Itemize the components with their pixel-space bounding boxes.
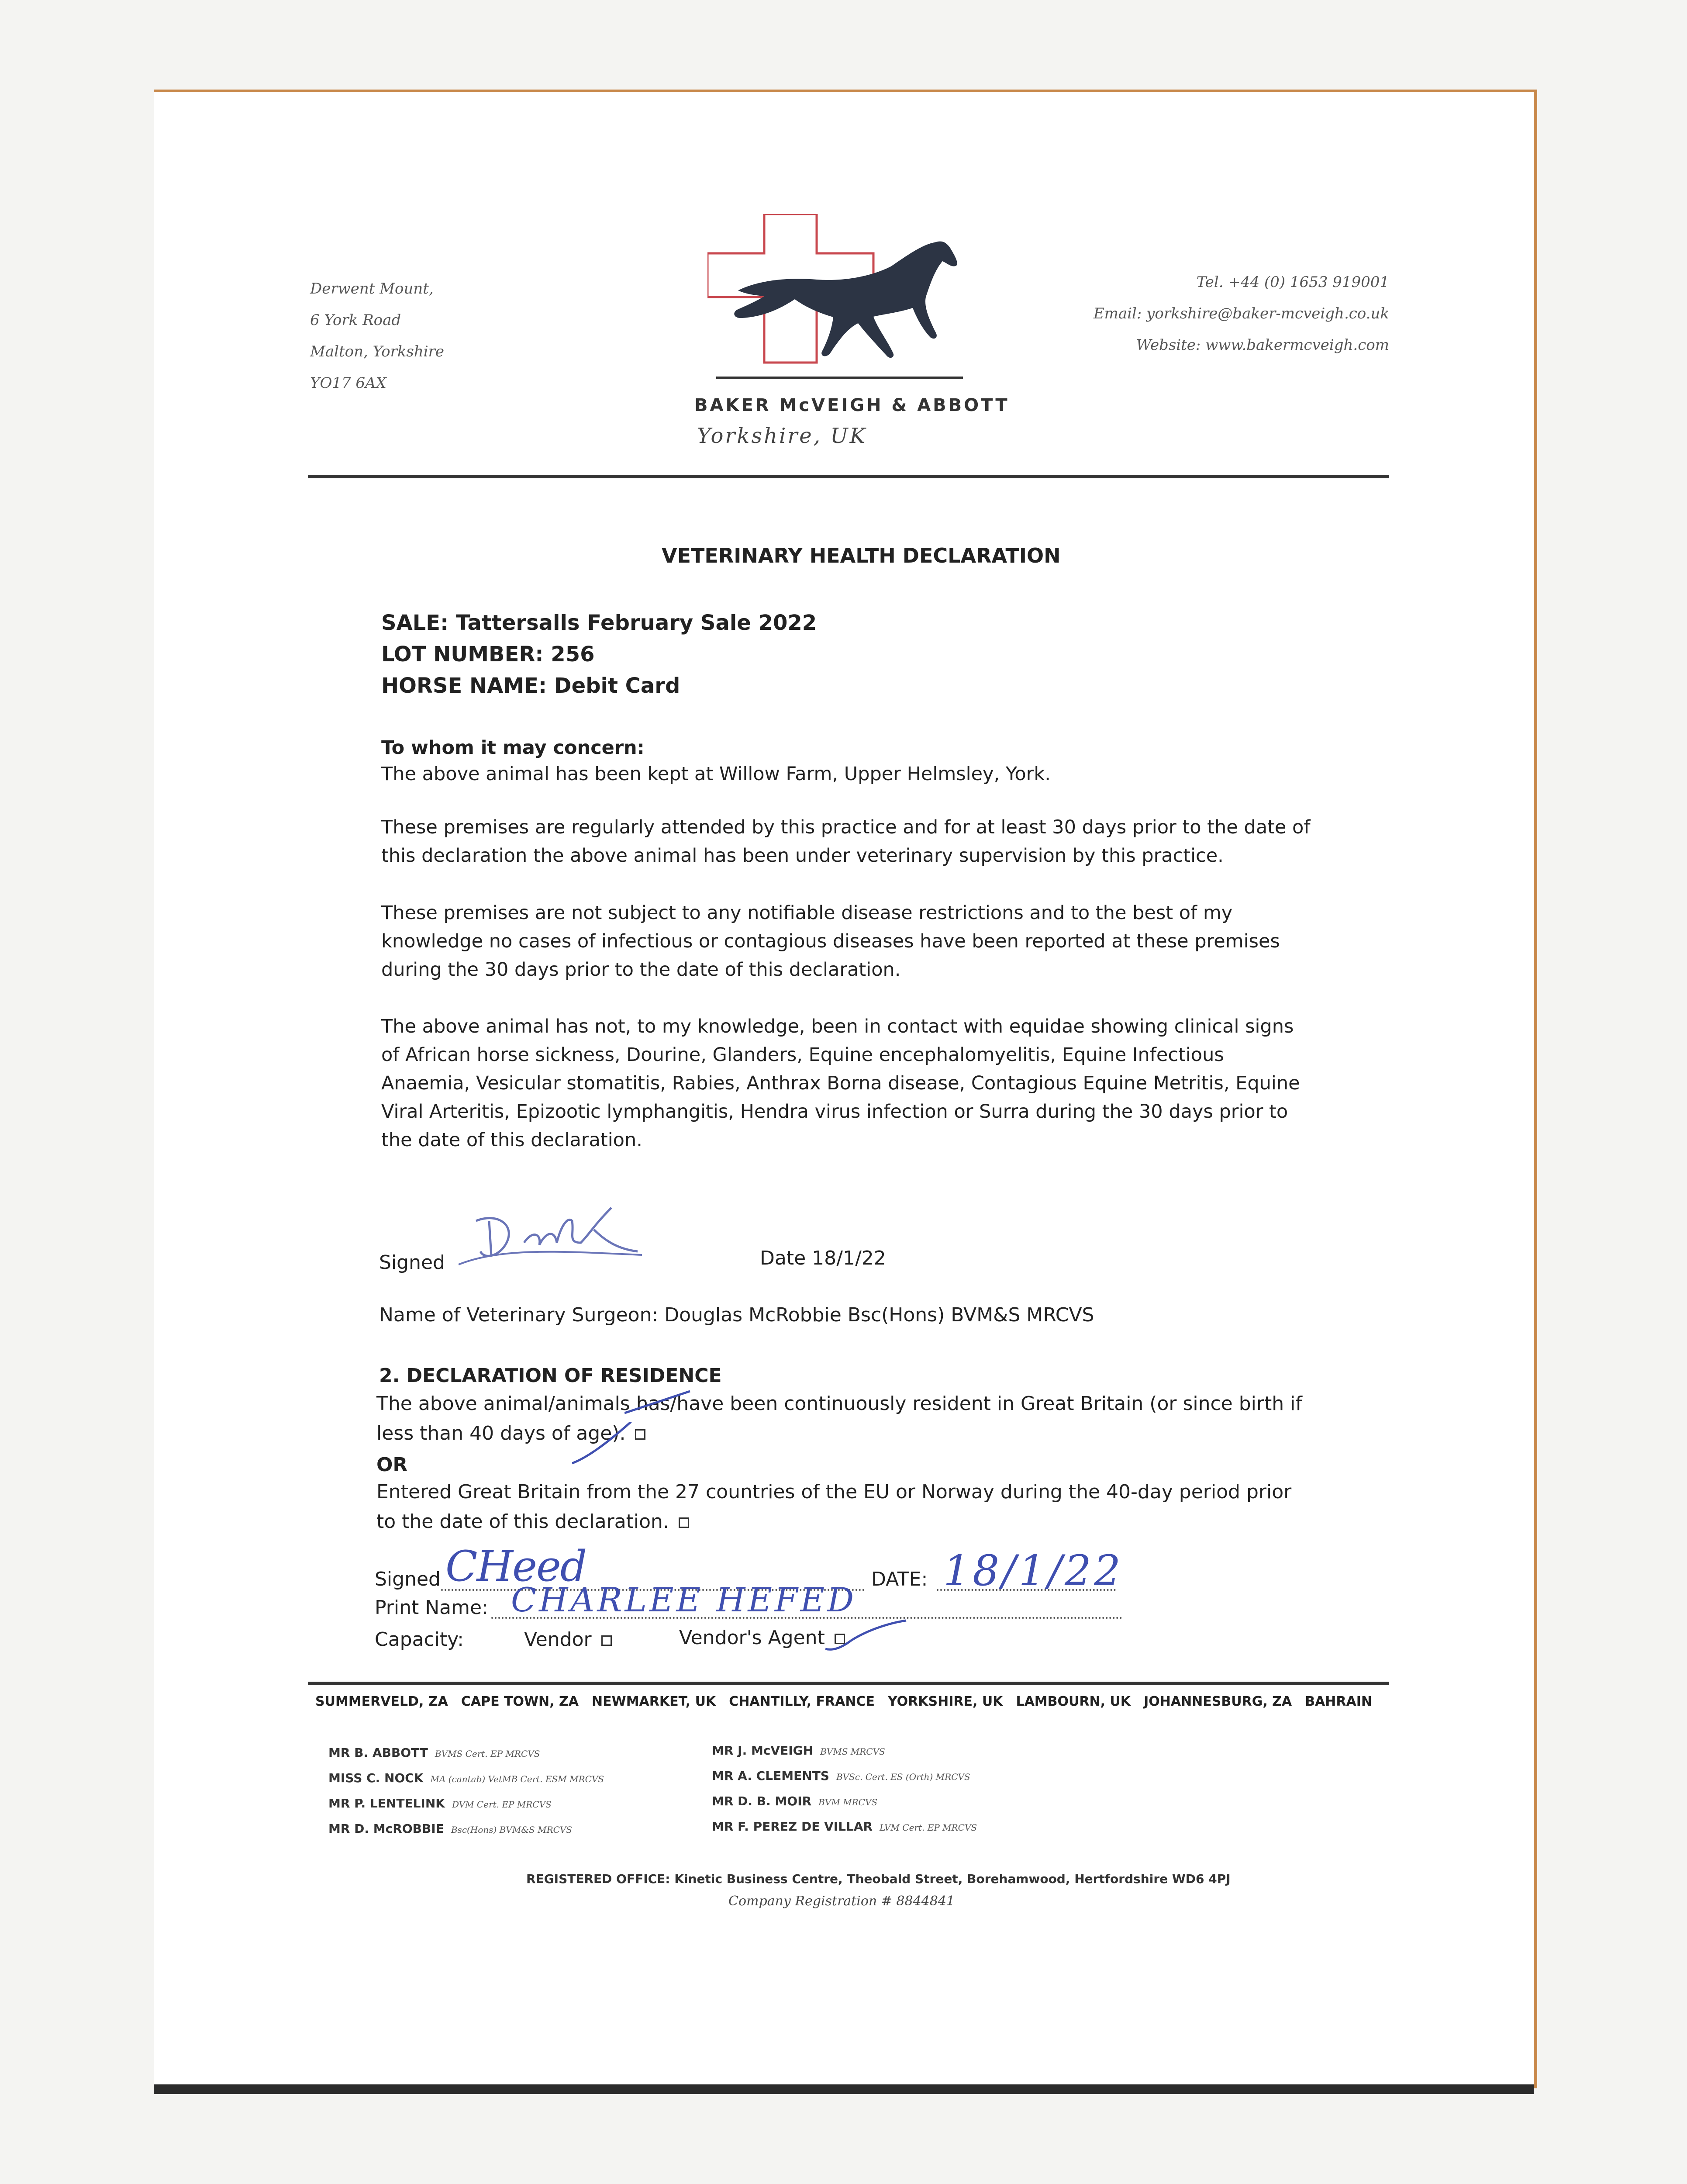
partner-name: MR B. ABBOTT [328,1745,428,1760]
residence-option-1-text: The above animal/animals has/have been continuously resident in Great Britain (or since birth if less than 40 days of age). [376,1393,1302,1444]
residence-option-2-text: Entered Great Britain from the 27 countries of the EU or Norway during the 40-day period prior to the date of this declaration. [376,1481,1292,1533]
vendor-agent-option [679,1627,845,1649]
header-divider [308,475,1389,478]
partner-qualifications: Bsc(Hons) BVM&S MRCVS [451,1825,573,1835]
partner-entry [328,1741,604,1766]
partner-name: MR A. CLEMENTS [712,1769,829,1783]
partner-qualifications: BVM MRCVS [818,1797,878,1807]
registered-office: REGISTERED OFFICE: Kinetic Business Centre, Theobald Street, Borehamwood, Hertfordshire WD6 4PJ [526,1872,1231,1886]
vendor-agent-label: Vendor's Agent [679,1627,825,1649]
partner-name: MR D. McROBBIE [328,1821,444,1836]
agent-date-handwritten: 18/1/22 [943,1546,1124,1595]
office-location: BAHRAIN [1305,1694,1372,1709]
office-location: SUMMERVELD, ZA [315,1694,448,1709]
partners-list-right [712,1738,977,1840]
strike-through-mark [624,1389,694,1415]
print-name-handwritten: CHARLEE HEFED [511,1580,857,1619]
practice-address [310,273,444,399]
footer-divider [308,1682,1389,1685]
partner-entry [712,1789,977,1814]
partner-name: MR J. McVEIGH [712,1743,814,1758]
partner-entry [712,1764,977,1789]
horse-name: HORSE NAME: Debit Card [381,674,680,698]
vendor-option [524,1628,612,1651]
phone-number: Tel. +44 (0) 1653 919001 [1196,273,1389,291]
email-address: Email: yorkshire@baker-mcveigh.co.uk [1093,305,1389,322]
scan-edge [154,2084,1534,2094]
horse-silhouette-icon [734,242,957,358]
firm-location: Yorkshire, UK [697,424,867,448]
residence-heading: 2. DECLARATION OF RESIDENCE [379,1365,722,1387]
agent-signature: CHeed [445,1542,586,1591]
paragraph-diseases: The above animal has not, to my knowledge, been in contact with equidae showing clinical signs of African horse sickness, Dourine, Glanders, Equine encephalomyelitis, Equine Infectious Anaemia, Vesicular stomatitis, Rabies, Anthrax Borna disease, Contagious Equine Metritis, Equine Viral Arteritis, Epizootic lymphangitis, Hendra virus infection or Surra during the 30 days prior to the date of this declaration. [381,1016,1300,1151]
checkmark-icon [825,1616,908,1655]
practice-contact [1094,266,1389,361]
signed-label: Signed [379,1251,445,1274]
partner-name: MR F. PEREZ DE VILLAR [712,1819,873,1834]
paragraph-restrictions: These premises are not subject to any notifiable disease restrictions and to the best of my knowledge no cases of infectious or contagious diseases have been reported at these premises during the 30 days prior to the date of this declaration. [381,902,1280,981]
partner-qualifications: BVSc. Cert. ES (Orth) MRCVS [836,1772,970,1782]
vet-name: Name of Veterinary Surgeon: Douglas McRobbie Bsc(Hons) BVM&S MRCVS [379,1304,1094,1326]
partners-list-left [328,1741,604,1842]
partner-qualifications: BVMS Cert. EP MRCVS [435,1749,540,1759]
office-location: CAPE TOWN, ZA [461,1694,579,1709]
agent-signed-label: Signed [375,1568,441,1590]
partner-entry [328,1791,604,1817]
partner-entry [712,1814,977,1840]
print-name-label: Print Name: [375,1597,488,1619]
partner-qualifications: MA (cantab) VetMB Cert. ESM MRCVS [430,1774,604,1784]
partner-qualifications: BVMS MRCVS [820,1746,885,1757]
partner-entry [712,1738,977,1764]
capacity-row [375,1628,464,1651]
capacity-label: Capacity: [375,1628,464,1651]
company-registration: Company Registration # 8844841 [728,1894,955,1909]
residence-option-2-checkbox[interactable] [679,1517,689,1528]
practice-logo [707,214,969,389]
vendor-label: Vendor [524,1628,592,1651]
vendor-checkbox[interactable] [601,1635,612,1646]
office-location: NEWMARKET, UK [592,1694,716,1709]
vet-signature [450,1195,651,1273]
office-location: JOHANNESBURG, ZA [1144,1694,1292,1709]
salutation: To whom it may concern: [381,737,645,759]
residence-option-1 [376,1389,1315,1448]
partner-name: MR D. B. MOIR [712,1794,812,1808]
address-line: Malton, Yorkshire [310,343,445,360]
sale-details [381,607,817,702]
website: Website: www.bakermcveigh.com [1136,336,1389,354]
firm-name: BAKER McVEIGH & ABBOTT [694,395,1010,415]
sale-name: SALE: Tattersalls February Sale 2022 [381,611,817,635]
partner-entry [328,1817,604,1842]
partner-qualifications: LVM Cert. EP MRCVS [880,1822,977,1833]
address-line: Derwent Mount, [310,280,434,297]
address-line: 6 York Road [310,311,401,329]
paragraph-supervision: These premises are regularly attended by this practice and for at least 30 days prior to the date of this declaration the above animal has been under veterinary supervision by this practice. [381,816,1311,867]
paragraph-premises: The above animal has been kept at Willow Farm, Upper Helmsley, York. [381,763,1051,785]
or-label: OR [376,1454,408,1476]
partner-qualifications: DVM Cert. EP MRCVS [452,1799,552,1810]
address-line: YO17 6AX [310,374,386,392]
office-location: LAMBOURN, UK [1016,1694,1131,1709]
agent-date-label: DATE: [871,1568,928,1590]
partner-name: MISS C. NOCK [328,1771,424,1785]
agent-signature-row [375,1568,441,1590]
partner-entry [328,1766,604,1791]
lot-number: LOT NUMBER: 256 [381,642,595,667]
residence-option-1-checkbox[interactable] [635,1429,645,1440]
office-locations [315,1694,1372,1709]
partner-name: MR P. LENTELINK [328,1796,445,1811]
document-title: VETERINARY HEALTH DECLARATION [662,544,1061,567]
office-location: CHANTILLY, FRANCE [729,1694,875,1709]
residence-option-2 [376,1477,1315,1537]
declaration-date: Date 18/1/22 [760,1247,886,1269]
office-location: YORKSHIRE, UK [888,1694,1003,1709]
